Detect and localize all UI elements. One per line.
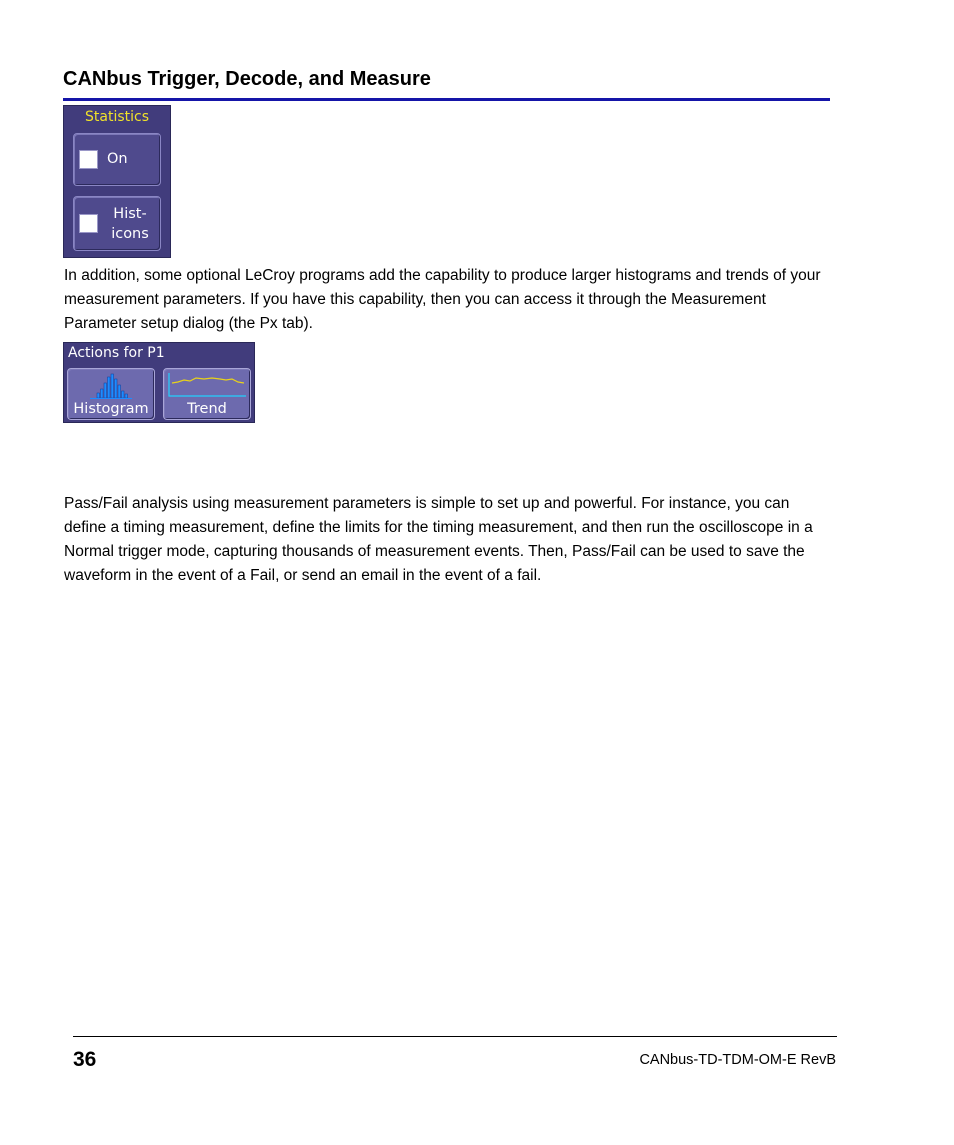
footer-divider <box>73 1036 837 1037</box>
statistics-on-label: On <box>107 151 128 167</box>
paragraph-pass-fail: Pass/Fail analysis using measurement parameters is simple to set up and powerful. For instance, you can define a timing measurement, define the limits for the timing measurement, and then run the oscilloscope in a Normal trigger mode, capturing thousands of measurement events. Then, Pass/Fail can be used to save the waveform in the event of a Fail, or send an email in the event of a fail. <box>64 495 813 584</box>
trend-icon <box>166 371 248 399</box>
trend-icon-axes <box>169 373 246 396</box>
histicons-button[interactable] <box>73 196 161 251</box>
paragraph-histograms-trends: In addition, some optional LeCroy programs add the capability to produce larger histograms and trends of your measurement parameters. If you have this capability, then you can access it through the Measurement Parameter setup dialog (the Px tab). <box>64 267 821 332</box>
histogram-icon-bar <box>125 394 128 398</box>
histogram-icon-bar <box>115 379 118 398</box>
statistics-panel <box>63 105 171 258</box>
histogram-icon-bar <box>104 383 107 398</box>
histogram-label: Histogram <box>73 401 149 417</box>
histicons-checkbox[interactable] <box>79 214 98 233</box>
histogram-icon-bar <box>101 389 104 398</box>
histicons-label: Hist- icons <box>111 206 149 242</box>
histogram-button[interactable] <box>67 368 155 420</box>
trend-icon-line <box>172 378 244 383</box>
histogram-icon-bar <box>108 377 111 398</box>
document-id: CANbus-TD-TDM-OM-E RevB <box>639 1052 836 1068</box>
histogram-icon-bar <box>97 393 100 398</box>
histogram-icon-bar <box>111 374 114 398</box>
actions-title: Actions for P1 <box>68 345 165 361</box>
histogram-icon-bar <box>118 385 121 398</box>
section-heading: CANbus Trigger, Decode, and Measure <box>63 68 431 90</box>
statistics-title: Statistics <box>85 109 149 125</box>
statistics-on-checkbox[interactable] <box>79 150 98 169</box>
histogram-icon <box>70 371 152 399</box>
trend-label: Trend <box>187 401 227 417</box>
statistics-on-button[interactable] <box>73 133 161 186</box>
page-number: 36 <box>73 1048 97 1071</box>
actions-panel <box>63 342 255 423</box>
histogram-icon-bar <box>122 391 125 398</box>
heading-underline <box>63 98 830 101</box>
trend-button[interactable] <box>163 368 251 420</box>
